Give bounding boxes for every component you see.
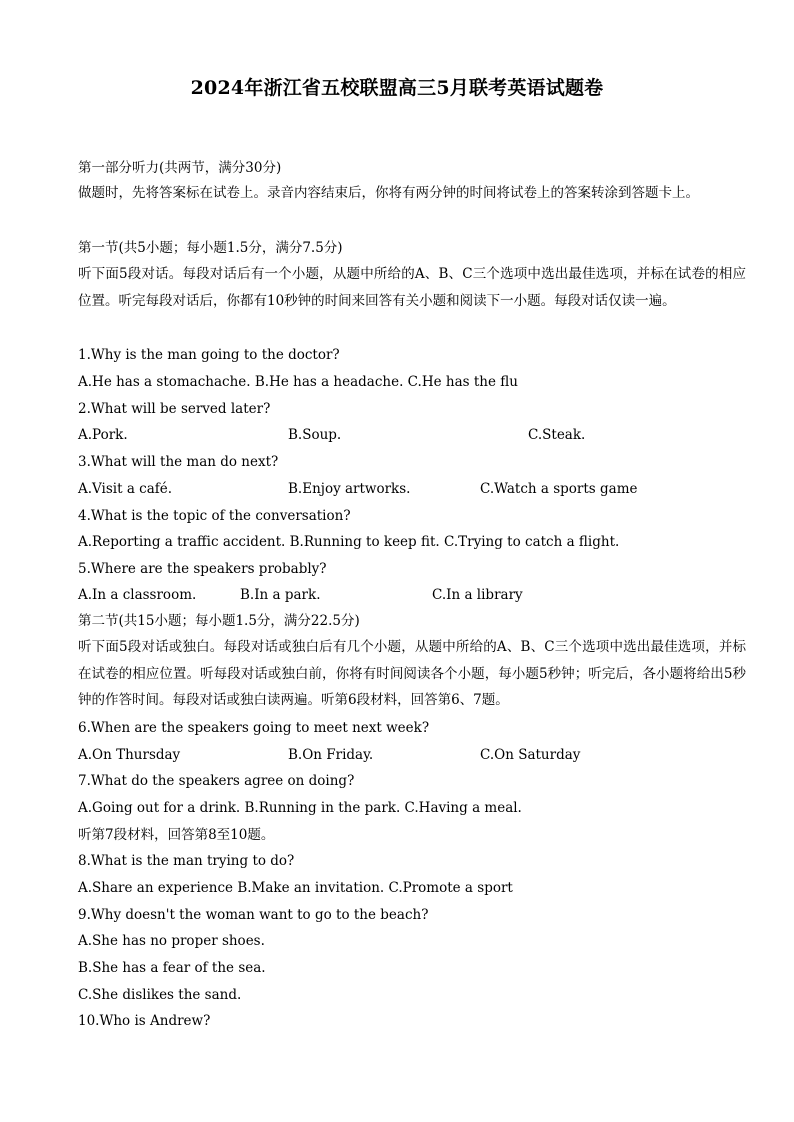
q6-stem: 6.When are the speakers going to meet next week? bbox=[78, 720, 430, 736]
q1-stem: 1.Why is the man going to the doctor? bbox=[78, 347, 340, 363]
q2-option-b: B.Soup. bbox=[288, 427, 342, 443]
q5-option-a: A.In a classroom. bbox=[78, 587, 197, 603]
section2-instruction: 听下面5段对话或独白。每段对话或独白后有几个小题，从题中所给的A、B、C三个选项中选出最佳选项，并标在试卷的相应位置。听每段对话或独白前，你将有时间阅读各个小题，每小题5秒钟；听完后，各小题将给出5秒钟的作答时间。每段对话或独白读两遍。听第6段材料，回答第6、7题。 bbox=[78, 639, 746, 709]
q2-option-a: A.Pork. bbox=[78, 427, 128, 443]
q5-option-b: B.In a park. bbox=[240, 587, 321, 603]
section2-note-8-10: 听第7段材料，回答第8至10题。 bbox=[78, 827, 275, 843]
q3-option-b: B.Enjoy artworks. bbox=[288, 481, 411, 497]
q10-stem: 10.Who is Andrew? bbox=[78, 1013, 211, 1029]
q9-stem: 9.Why doesn't the woman want to go to the beach? bbox=[78, 907, 429, 923]
q4-stem: 4.What is the topic of the conversation? bbox=[78, 508, 351, 524]
page-title: 2024年浙江省五校联盟高三5月联考英语试题卷 bbox=[190, 77, 604, 99]
part1-heading: 第一部分听力(共两节，满分30分) bbox=[78, 160, 282, 176]
section1-instruction: 听下面5段对话。每段对话后有一个小题，从题中所给的A、B、C三个选项中选出最佳选项，并标在试卷的相应位置。听完每段对话后，你都有10秒钟的时间来回答有关小题和阅读下一小题。每段对话仅读一遍。 bbox=[78, 266, 746, 309]
q8-stem: 8.What is the man trying to do? bbox=[78, 853, 295, 869]
q2-stem: 2.What will be served later? bbox=[78, 401, 271, 417]
section1-heading: 第一节(共5小题；每小题1.5分，满分7.5分) bbox=[78, 240, 343, 256]
q7-stem: 7.What do the speakers agree on doing? bbox=[78, 773, 355, 789]
q3-option-c: C.Watch a sports game bbox=[480, 481, 638, 497]
q3-stem: 3.What will the man do next? bbox=[78, 454, 279, 470]
q7-options: A.Going out for a drink. B.Running in the park. C.Having a meal. bbox=[78, 800, 522, 816]
section2-heading: 第二节(共15小题；每小题1.5分，满分22.5分) bbox=[78, 613, 360, 629]
q9-option-b: B.She has a fear of the sea. bbox=[78, 960, 266, 976]
q9-option-c: C.She dislikes the sand. bbox=[78, 987, 242, 1003]
q1-options: A.He has a stomachache. B.He has a headache. C.He has the flu bbox=[78, 374, 518, 390]
part1-instruction: 做题时，先将答案标在试卷上。录音内容结束后，你将有两分钟的时间将试卷上的答案转涂到答题卡上。 bbox=[78, 185, 699, 201]
q4-options: A.Reporting a traffic accident. B.Running to keep fit. C.Trying to catch a flight. bbox=[78, 534, 620, 550]
q9-option-a: A.She has no proper shoes. bbox=[78, 933, 265, 949]
q8-options: A.Share an experience B.Make an invitation. C.Promote a sport bbox=[78, 880, 513, 896]
q5-stem: 5.Where are the speakers probably? bbox=[78, 561, 327, 577]
q6-option-a: A.On Thursday bbox=[78, 747, 181, 763]
q6-option-c: C.On Saturday bbox=[480, 747, 581, 763]
q5-option-c: C.In a library bbox=[432, 587, 523, 603]
q6-option-b: B.On Friday. bbox=[288, 747, 374, 763]
q3-option-a: A.Visit a café. bbox=[78, 481, 173, 497]
q2-option-c: C.Steak. bbox=[528, 427, 586, 443]
